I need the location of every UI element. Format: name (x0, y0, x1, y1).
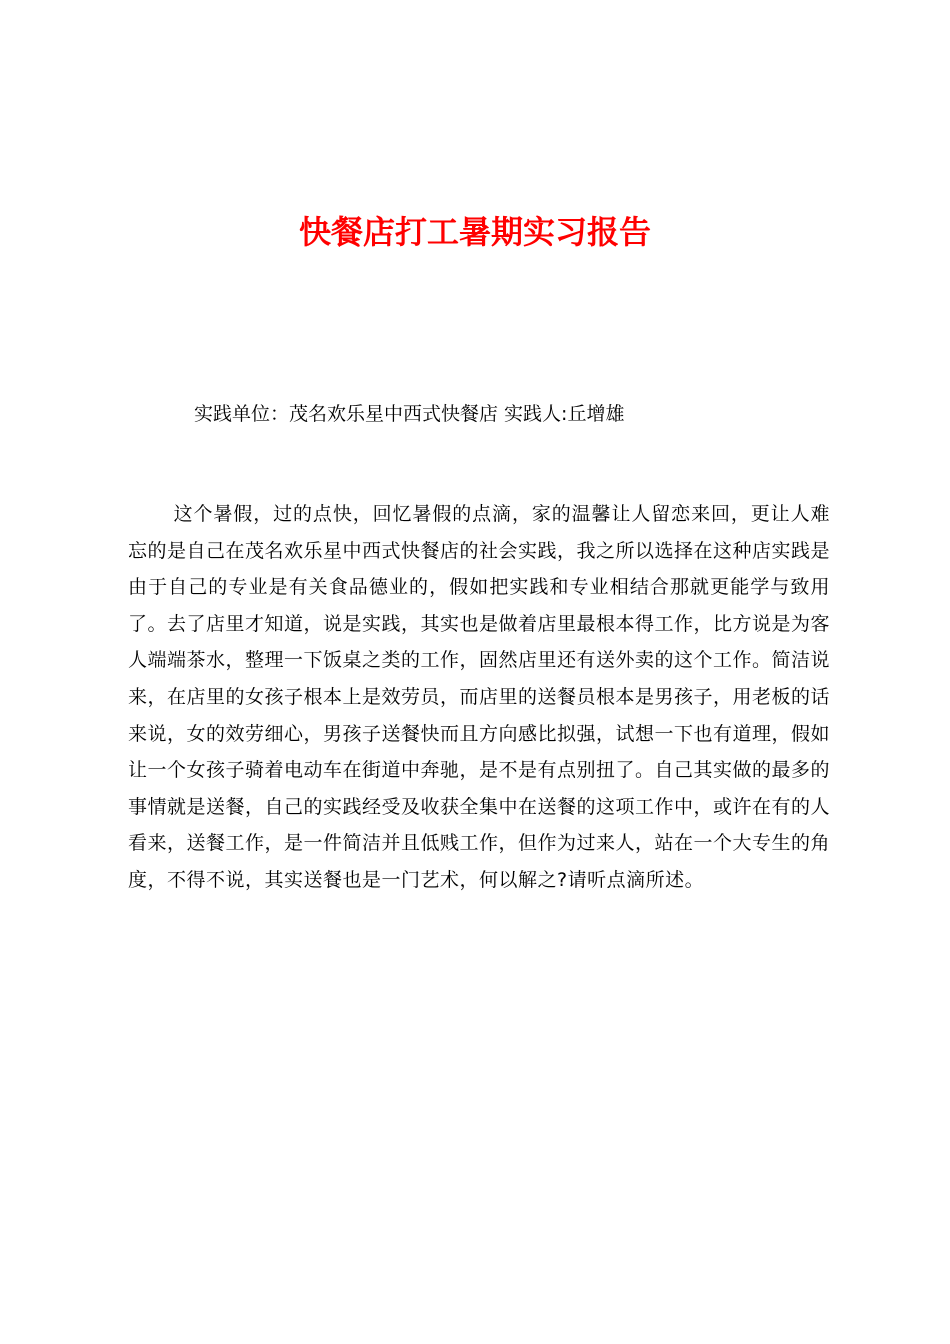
document-title: 快餐店打工暑期实习报告 (298, 213, 651, 251)
practice-info-line: 实践单位：茂名欢乐星中西式快餐店 实践人:丘增雄 (194, 403, 625, 425)
body-paragraph: 这个暑假，过的点快，回忆暑假的点滴，家的温馨让人留恋来回，更让人难忘的是自己在茂名欢乐星中西式快餐店的社会实践，我之所以选择在这种店实践是由于自己的专业是有关食品德业的，假如把实践和专业相结合那就更能学与致用了。去了店里才知道，说是实践，其实也是做着店里最根本得工作，比方说是为客人端端茶水，整理一下饭桌之类的工作，固然店里还有送外卖的这个工作。简洁说来，在店里的女孩子根本上是效劳员，而店里的送餐员根本是男孩子，用老板的话来说，女的效劳细心，男孩子送餐快而且方向感比拟强，试想一下也有道理，假如让一个女孩子骑着电动车在街道中奔驰，是不是有点别扭了。自己其实做的最多的事情就是送餐，自己的实践经受及收获全集中在送餐的这项工作中，或许在有的人看来，送餐工作，是一件简洁并且低贱工作，但作为过来人，站在一个大专生的角度，不得不说，其实送餐也是一门艺术，何以解之?请听点滴所述。 (128, 503, 831, 891)
